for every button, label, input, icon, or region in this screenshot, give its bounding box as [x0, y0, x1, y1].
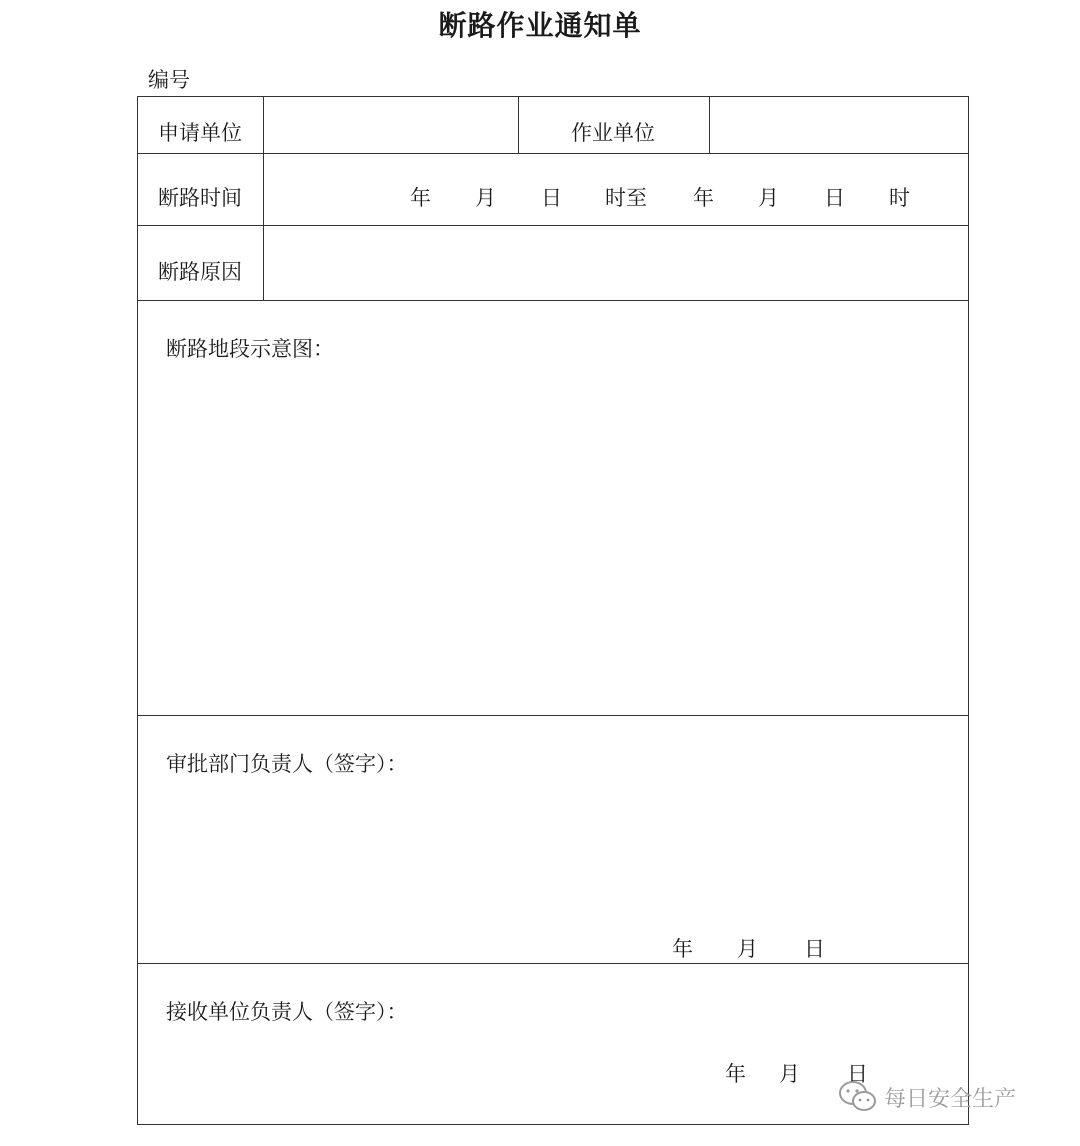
receiver-month-unit: 月 — [779, 1062, 800, 1086]
end-month-unit: 月 — [758, 186, 779, 210]
diagram-area[interactable] — [148, 372, 958, 707]
receiver-day-unit: 日 — [847, 1062, 868, 1086]
row-divider — [138, 963, 968, 964]
start-month-unit: 月 — [475, 186, 496, 210]
approval-day-unit: 日 — [804, 937, 825, 961]
work-unit-field[interactable] — [723, 101, 958, 149]
end-hour-unit: 时 — [889, 186, 910, 210]
approval-month-unit: 月 — [737, 937, 758, 961]
end-year-unit: 年 — [693, 186, 714, 210]
document-title: 断路作业通知单 — [438, 9, 642, 42]
watermark-text: 每日安全生产 — [884, 1086, 1017, 1112]
road-closure-reason-label: 断路原因 — [158, 260, 242, 284]
start-year-unit: 年 — [410, 186, 431, 210]
start-day-unit: 日 — [541, 186, 562, 210]
column-divider — [709, 97, 710, 154]
road-closure-time-label: 断路时间 — [158, 186, 242, 210]
work-unit-label: 作业单位 — [571, 121, 655, 145]
column-divider — [518, 97, 519, 154]
approval-signature-area[interactable] — [148, 787, 958, 917]
applicant-unit-field[interactable] — [278, 101, 508, 149]
approval-year-unit: 年 — [672, 937, 693, 961]
receiver-year-unit: 年 — [725, 1062, 746, 1086]
column-divider — [263, 97, 264, 301]
row-divider — [138, 715, 968, 716]
receiver-signature-label: 接收单位负责人（签字）： — [166, 1000, 408, 1024]
end-day-unit: 日 — [824, 186, 845, 210]
serial-number-label: 编号 — [148, 68, 190, 92]
approval-signature-label: 审批部门负责人（签字）： — [166, 752, 408, 776]
applicant-unit-label: 申请单位 — [158, 121, 242, 145]
start-hour-to-unit: 时至 — [605, 186, 647, 210]
notice-form — [137, 96, 969, 1125]
road-closure-reason-field[interactable] — [278, 231, 958, 295]
wechat-icon — [838, 1080, 878, 1114]
diagram-label: 断路地段示意图： — [166, 337, 334, 361]
watermark — [838, 1080, 1016, 1114]
receiver-signature-area[interactable] — [148, 1032, 958, 1112]
